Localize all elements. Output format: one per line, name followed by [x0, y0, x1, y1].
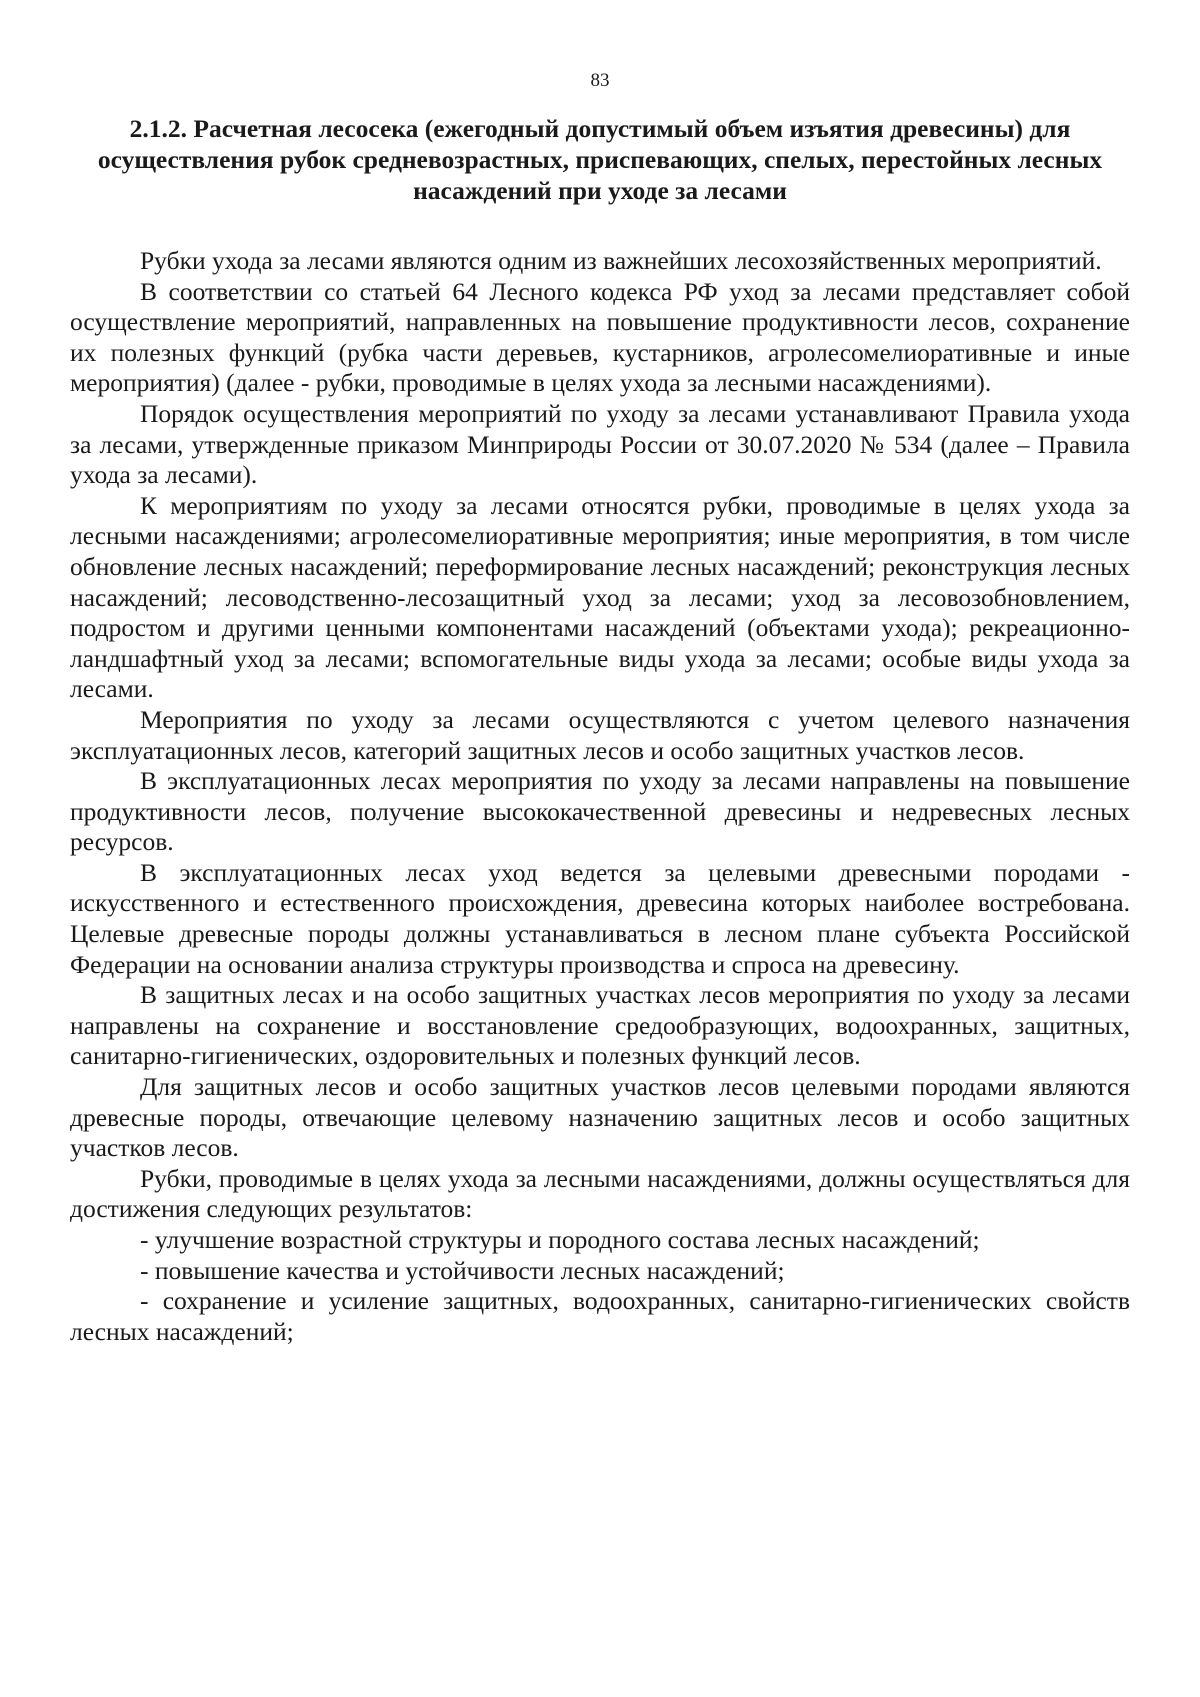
paragraph: В защитных лесах и на особо защитных участках лесов мероприятия по уходу за лесами направлены на сохранение и восстановление средообразующих, водоохранных, защитных, санитарно-гигиенических, оздоровительных и полезных функций лесов. — [70, 980, 1130, 1071]
section-heading: 2.1.2. Расчетная лесосека (ежегодный допустимый объем изъятия древесины) для осуществления рубок средневозрастных, приспевающих, спелых, перестойных лесных насаждений при уходе за лесами — [97, 114, 1103, 205]
paragraph: Рубки, проводимые в целях ухода за лесными насаждениями, должны осуществляться для достижения следующих результатов: — [70, 1163, 1130, 1224]
paragraph: В соответствии со статьей 64 Лесного кодекса РФ уход за лесами представляет собой осуществление мероприятий, направленных на повышение продуктивности лесов, сохранение их полезных функций (рубка части деревьев, кустарников, агролесомелиоративные и иные мероприятия) (далее - рубки, проводимые в целях ухода за лесными насаждениями). — [70, 276, 1130, 398]
list-item: - повышение качества и устойчивости лесных насаждений; — [140, 1255, 785, 1285]
paragraph: Порядок осуществления мероприятий по уходу за лесами устанавливают Правила ухода за лесами, утвержденные приказом Минприроды России от 30.07.2020 № 534 (далее – Правила ухода за лесами). — [70, 398, 1130, 490]
page-number: 83 — [590, 70, 610, 91]
paragraph: В эксплуатационных лесах уход ведется за целевыми древесными породами - искусственного и естественного происхождения, древесина которых наиболее востребована. Целевые древесные породы должны устанавливаться в лесном плане субъекта Российской Федерации на основании анализа структуры производства и спроса на древесину. — [70, 857, 1130, 979]
document-body — [70, 246, 1130, 1347]
paragraph: Для защитных лесов и особо защитных участков лесов целевыми породами являются древесные породы, отвечающие целевому назначению защитных лесов и особо защитных участков лесов. — [70, 1072, 1130, 1163]
paragraph: К мероприятиям по уходу за лесами относятся рубки, проводимые в целях ухода за лесными насаждениями; агролесомелиоративные мероприятия; иные мероприятия, в том числе обновление лесных насаждений; переформирование лесных насаждений; реконструкция лесных насаждений; лесоводственно-лесозащитный уход за лесами; уход за лесовозобновлением, подростом и другими ценными компонентами насаждений (объектами ухода); рекреационно-ландшафтный уход за лесами; вспомогательные виды ухода за лесами; особые виды ухода за лесами. — [70, 490, 1130, 704]
list-item: - улучшение возрастной структуры и породного состава лесных насаждений; — [140, 1225, 980, 1254]
paragraph: Мероприятия по уходу за лесами осуществляются с учетом целевого назначения эксплуатационных лесов, категорий защитных лесов и особо защитных участков лесов. — [70, 704, 1130, 765]
paragraph: Рубки ухода за лесами являются одним из важнейших лесохозяйственных мероприятий. — [140, 246, 1102, 275]
list-item: - сохранение и усиление защитных, водоохранных, санитарно-гигиенических свойств лесных насаждений; — [70, 1286, 1130, 1346]
paragraph: В эксплуатационных лесах мероприятия по уходу за лесами направлены на повышение продуктивности лесов, получение высококачественной древесины и недревесных лесных ресурсов. — [70, 766, 1130, 857]
